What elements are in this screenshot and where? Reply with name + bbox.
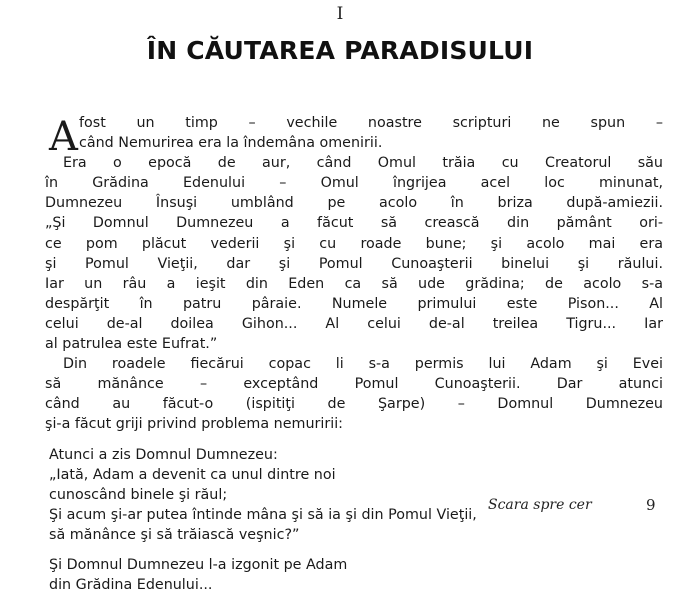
chapter-number: I [336,4,344,24]
quote-line: Şi acum şi-ar putea întinde mâna şi să ia şi din Pomul Vieţii, [49,506,477,523]
running-footer-title: Scara spre cer [488,497,592,513]
text-line: Dumnezeu Însuşi umblând pe acolo în briza după-amiezii. [45,195,663,212]
text-line: şi-a făcut griji privind problema nemuririi: [45,416,344,433]
text-line: Iar un râu a ieşit din Eden ca să ude grădina; de acolo s-a [45,275,663,292]
scripture-quote [45,445,663,545]
paragraph-eden [45,153,663,354]
chapter-title: ÎN CĂUTAREA PARADISULUI [146,36,534,65]
quote-line: cunoscând binele şi răul; [49,486,228,503]
quote-line: din Grădina Edenului... [49,577,213,594]
text-line: al patrulea este Eufrat.” [45,336,218,353]
text-line: şi Pomul Vieţii, dar şi Pomul Cunoaşterii binelui şi răului. [45,255,663,272]
drop-cap: A [49,114,78,160]
quote-line: să mănânce şi să trăiască veşnic?” [49,526,300,543]
text-line: fost un timp – vechile noastre scripturi ne spun – [79,115,663,131]
text-line: celui de-al doilea Gihon... Al celui de-al treilea Tigru... Iar [45,315,663,332]
quote-line: Atunci a zis Domnul Dumnezeu: [49,446,278,463]
text-line: „Şi Domnul Dumnezeu a făcut să crească din pământ ori- [45,215,663,232]
text-line: Era o epocă de aur, când Omul trăia cu Creatorul său [63,155,663,172]
text-line: despărţit în patru pâraie. Numele primului este Pison... Al [45,295,663,312]
text-line: în Grădina Edenului – Omul îngrijea acel loc minunat, [45,175,663,192]
text-line: ce pom plăcut vederii şi cu roade bune; şi acolo mai era [45,235,663,252]
quote-line: Şi Domnul Dumnezeu l-a izgonit pe Adam [49,556,348,573]
paragraph-trees [45,354,663,434]
text-line: să mănânce – exceptând Pomul Cunoaşterii. Dar atunci [45,376,663,393]
opening-lines [45,113,663,160]
text-line: când au făcut-o (ispitiţi de Şarpe) – Domnul Dumnezeu [45,396,663,413]
closing-quote [45,555,663,595]
body-text [45,113,663,595]
quote-line: „Iată, Adam a devenit ca unul dintre noi [49,466,336,483]
text-line: când Nemurirea era la îndemâna omenirii. [79,135,383,152]
text-line: Din roadele fiecărui copac li s-a permis lui Adam şi Evei [63,356,663,373]
page-number: 9 [646,496,656,514]
